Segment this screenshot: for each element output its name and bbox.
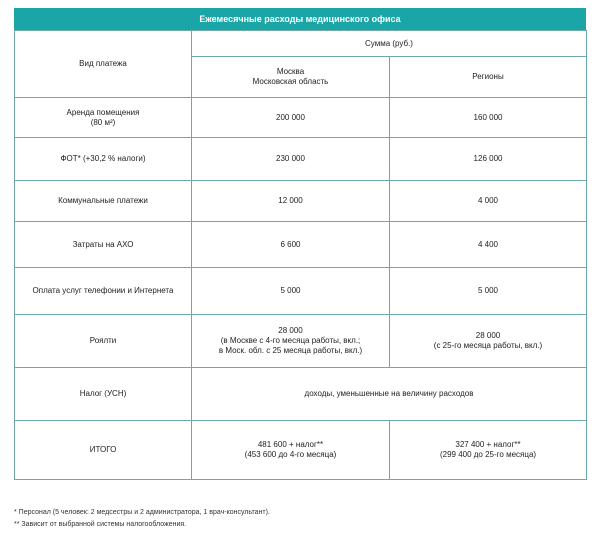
- tax-label: Налог (УСН): [15, 368, 192, 421]
- total-moscow: [192, 421, 390, 480]
- total-moscow-line2: (453 600 до 4-го месяца): [244, 450, 337, 459]
- table-row: [15, 268, 587, 315]
- row-moscow-value: 200 000: [192, 98, 390, 138]
- row-regions-value: 126 000: [390, 138, 587, 181]
- total-moscow-line1: 481 600 + налог**: [257, 440, 324, 449]
- footnote-staff: * Персонал (5 человек: 2 медсестры и 2 администратора, 1 врач-консультант).: [14, 509, 270, 516]
- header-moscow: [192, 57, 390, 98]
- royalty-regions: [390, 315, 587, 368]
- total-regions: [390, 421, 587, 480]
- tax-row: [15, 368, 587, 421]
- table-row: [15, 181, 587, 222]
- royalty-moscow-line3: в Моск. обл. с 25 месяца работы, вкл.): [218, 346, 363, 355]
- table-row: [15, 98, 587, 138]
- expenses-table-block: [14, 8, 586, 480]
- row-label: ФОТ* (+30,2 % налоги): [15, 138, 192, 181]
- row-moscow-value: 6 600: [192, 222, 390, 268]
- header-moscow-line1: Москва: [276, 67, 305, 76]
- table-row: [15, 138, 587, 181]
- row-label: [15, 98, 192, 138]
- royalty-moscow: [192, 315, 390, 368]
- tax-value: доходы, уменьшенные на величину расходов: [192, 368, 587, 421]
- row-label-line2: (80 м²): [90, 117, 116, 127]
- total-label: ИТОГО: [15, 421, 192, 480]
- row-label: Коммунальные платежи: [15, 181, 192, 222]
- footnote-tax: ** Зависит от выбранной системы налогообложения.: [14, 521, 187, 528]
- table-title: Ежемесячные расходы медицинского офиса: [14, 8, 586, 30]
- royalty-regions-line1: 28 000: [475, 331, 501, 340]
- royalty-moscow-line2: (в Москве с 4-го месяца работы, вкл.;: [220, 336, 361, 345]
- row-moscow-value: 12 000: [192, 181, 390, 222]
- header-moscow-line2: Московская область: [252, 77, 329, 86]
- expenses-table: [14, 30, 587, 480]
- row-regions-value: 5 000: [390, 268, 587, 315]
- total-regions-line1: 327 400 + налог**: [455, 440, 521, 449]
- total-row: [15, 421, 587, 480]
- royalty-moscow-line1: 28 000: [278, 326, 303, 335]
- royalty-regions-line2: (с 25-го месяца работы, вкл.): [433, 341, 543, 350]
- row-label: Затраты на АХО: [15, 222, 192, 268]
- header-payment-type: Вид платежа: [15, 31, 192, 98]
- row-moscow-value: 5 000: [192, 268, 390, 315]
- royalty-row: [15, 315, 587, 368]
- footnotes: [14, 507, 270, 531]
- row-regions-value: 4 000: [390, 181, 587, 222]
- header-regions: Регионы: [390, 57, 587, 98]
- table-row: [15, 222, 587, 268]
- header-row: [15, 31, 587, 57]
- total-regions-line2: (299 400 до 25-го месяца): [439, 450, 537, 459]
- header-amount: Сумма (руб.): [192, 31, 587, 57]
- row-moscow-value: 230 000: [192, 138, 390, 181]
- royalty-label: Роялти: [15, 315, 192, 368]
- row-regions-value: 160 000: [390, 98, 587, 138]
- row-label-line1: Аренда помещения: [66, 107, 140, 117]
- row-regions-value: 4 400: [390, 222, 587, 268]
- row-label: Оплата услуг телефонии и Интернета: [15, 268, 192, 315]
